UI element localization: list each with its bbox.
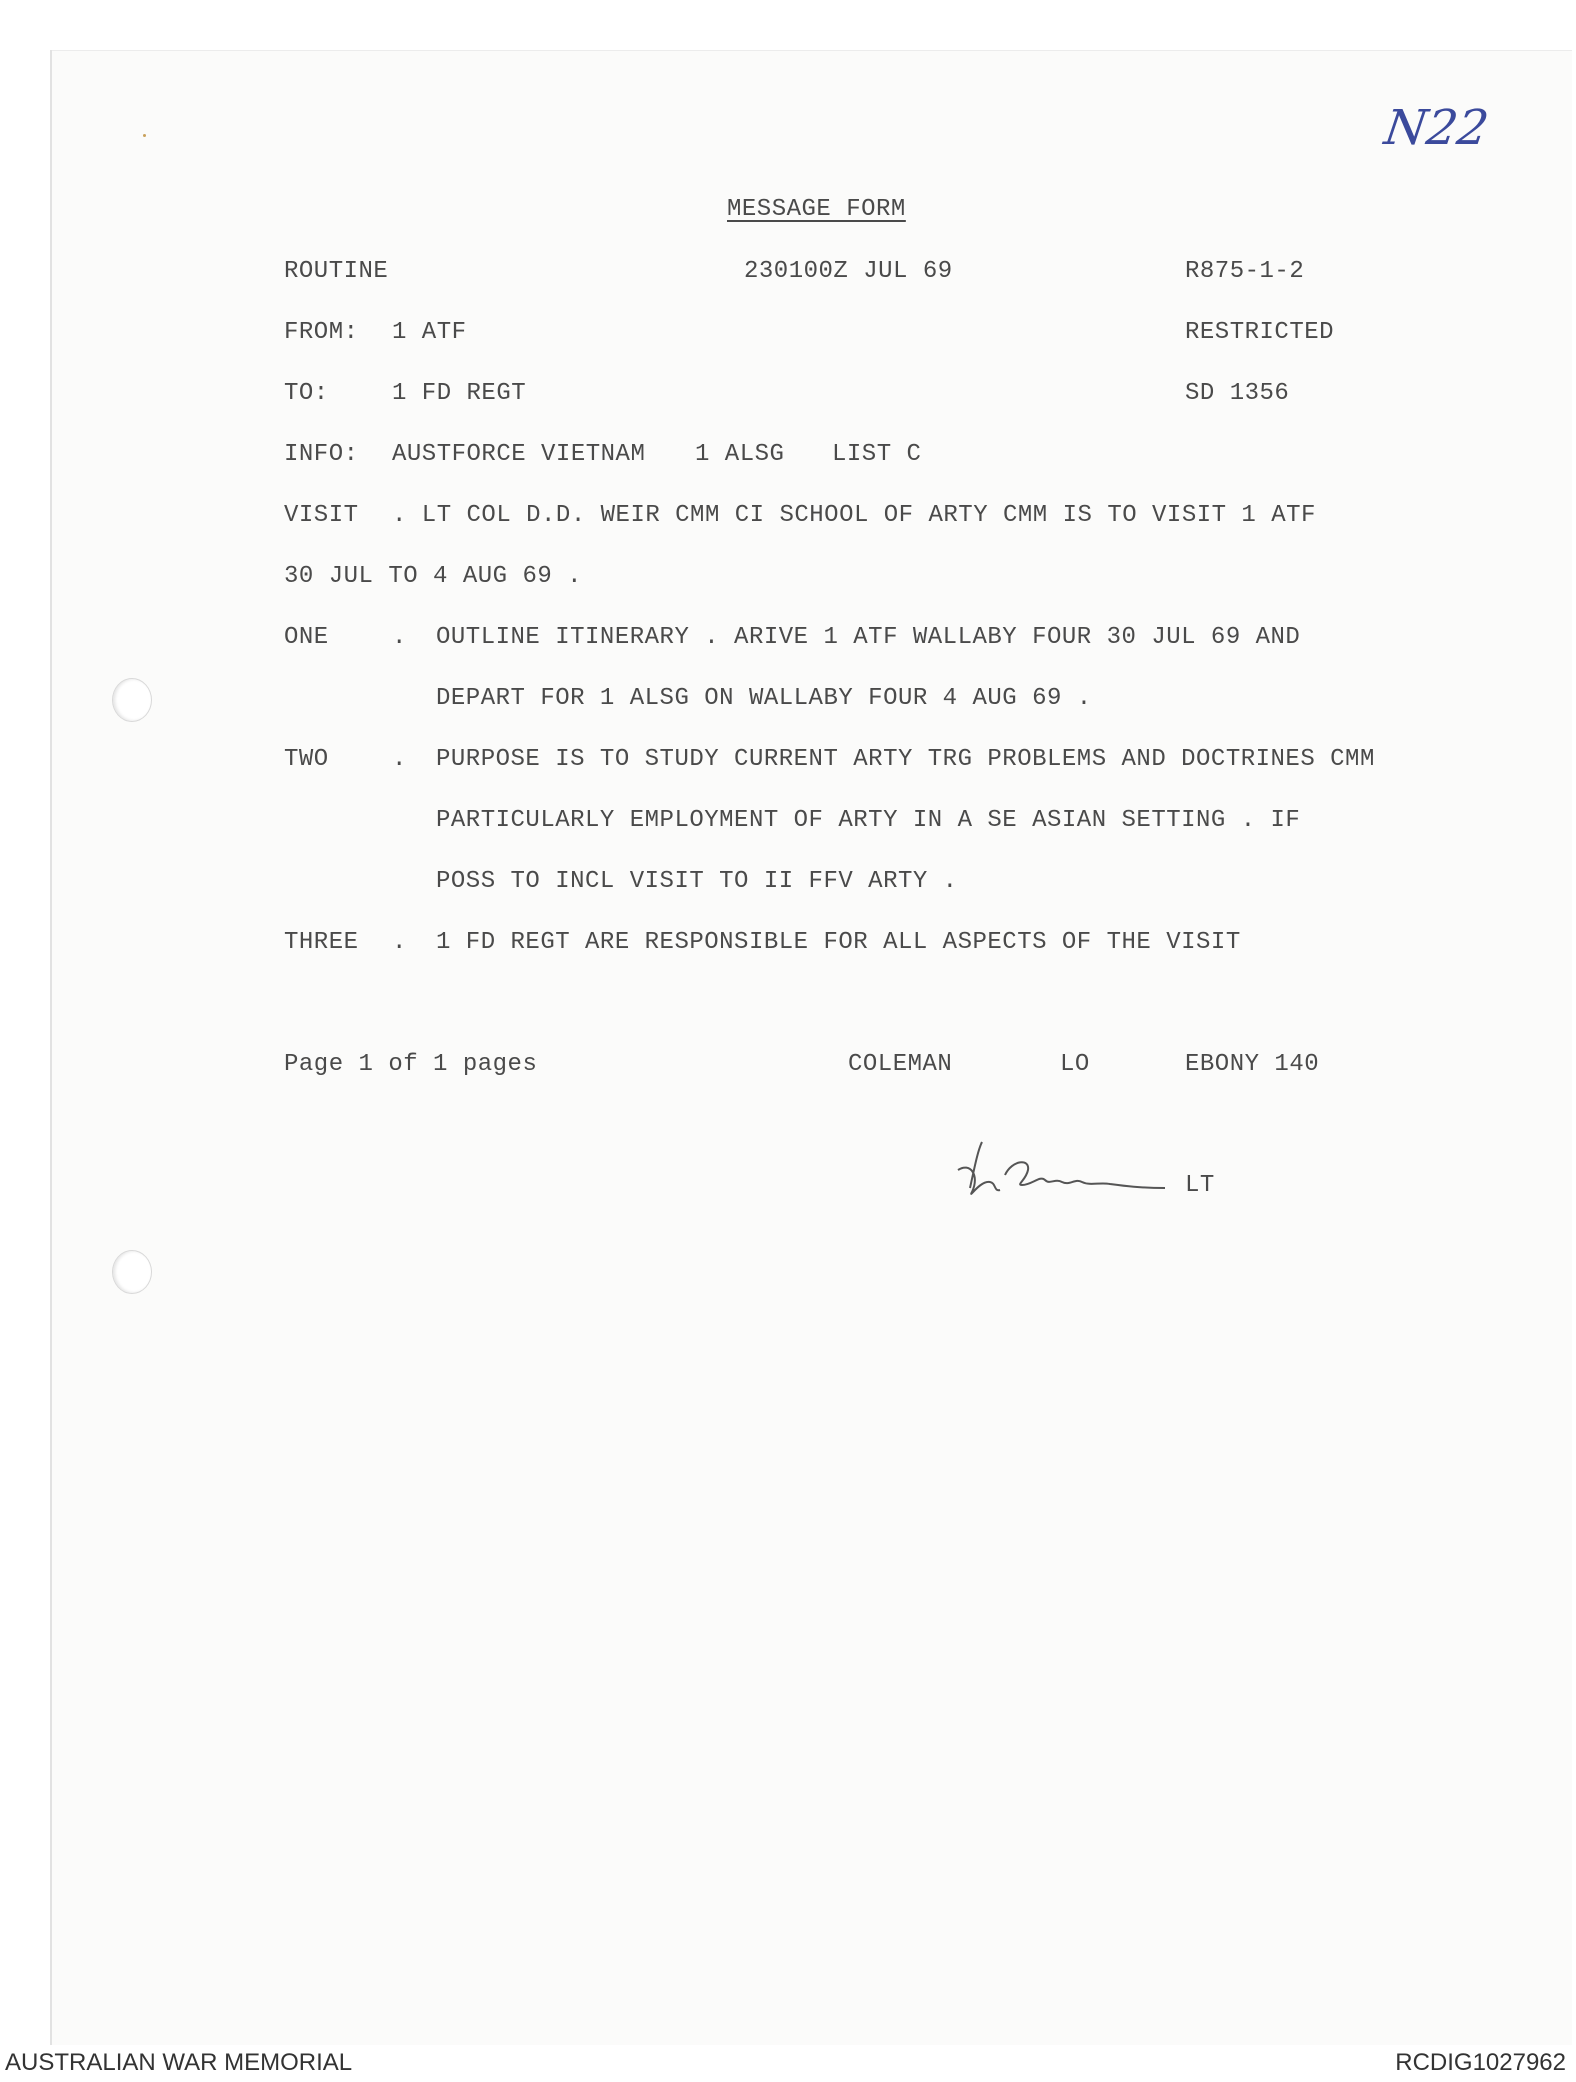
info-addressee: 1 ALSG (695, 441, 785, 468)
from-value: 1 ATF (392, 319, 467, 346)
para-two-label: TWO (284, 746, 329, 773)
classification: RESTRICTED (1185, 319, 1335, 346)
para-one-line: OUTLINE ITINERARY . ARIVE 1 ATF WALLABY FOUR 30 JUL 69 AND (436, 624, 1301, 651)
to-value: 1 FD REGT (392, 380, 527, 407)
info-addressee: LIST C (832, 441, 922, 468)
originator-callsign: EBONY 140 (1185, 1051, 1320, 1078)
para-one-dot: . (392, 624, 407, 651)
serial-number: SD 1356 (1185, 380, 1290, 407)
handwritten-signature (950, 1130, 1180, 1210)
handwritten-reference: N22 (1381, 100, 1493, 156)
archive-id: RCDIG1027962 (1395, 2049, 1566, 2076)
originator-appointment: LO (1060, 1051, 1090, 1078)
punch-hole-bottom (112, 1250, 152, 1294)
precedence: ROUTINE (284, 258, 389, 285)
archive-credit: AUSTRALIAN WAR MEMORIAL (5, 2049, 353, 2076)
para-two-line: PARTICULARLY EMPLOYMENT OF ARTY IN A SE ASIAN SETTING . IF (436, 807, 1301, 834)
visit-text-line: 30 JUL TO 4 AUG 69 . (284, 563, 583, 590)
info-addressee: AUSTFORCE VIETNAM (392, 441, 646, 468)
para-two-line: POSS TO INCL VISIT TO II FFV ARTY . (436, 868, 958, 895)
para-three-label: THREE (284, 929, 359, 956)
to-label: TO: (284, 380, 329, 407)
signature-rank: LT (1185, 1172, 1215, 1199)
punch-hole-top (112, 678, 152, 722)
visit-label: VISIT (284, 502, 359, 529)
page-count: Page 1 of 1 pages (284, 1051, 538, 1078)
info-label: INFO: (284, 441, 359, 468)
date-time-group: 230100Z JUL 69 (744, 258, 953, 285)
originator-name: COLEMAN (848, 1051, 953, 1078)
form-title: MESSAGE FORM (727, 196, 906, 223)
paper-speck (143, 134, 146, 137)
paper-sheet (50, 50, 1572, 2045)
para-one-label: ONE (284, 624, 329, 651)
visit-text-line: . LT COL D.D. WEIR CMM CI SCHOOL OF ARTY CMM IS TO VISIT 1 ATF (392, 502, 1316, 529)
para-three-line: 1 FD REGT ARE RESPONSIBLE FOR ALL ASPECTS OF THE VISIT (436, 929, 1241, 956)
para-two-dot: . (392, 746, 407, 773)
from-label: FROM: (284, 319, 359, 346)
file-reference: R875-1-2 (1185, 258, 1305, 285)
para-three-dot: . (392, 929, 407, 956)
para-two-line: PURPOSE IS TO STUDY CURRENT ARTY TRG PROBLEMS AND DOCTRINES CMM (436, 746, 1375, 773)
para-one-line: DEPART FOR 1 ALSG ON WALLABY FOUR 4 AUG 69 . (436, 685, 1092, 712)
